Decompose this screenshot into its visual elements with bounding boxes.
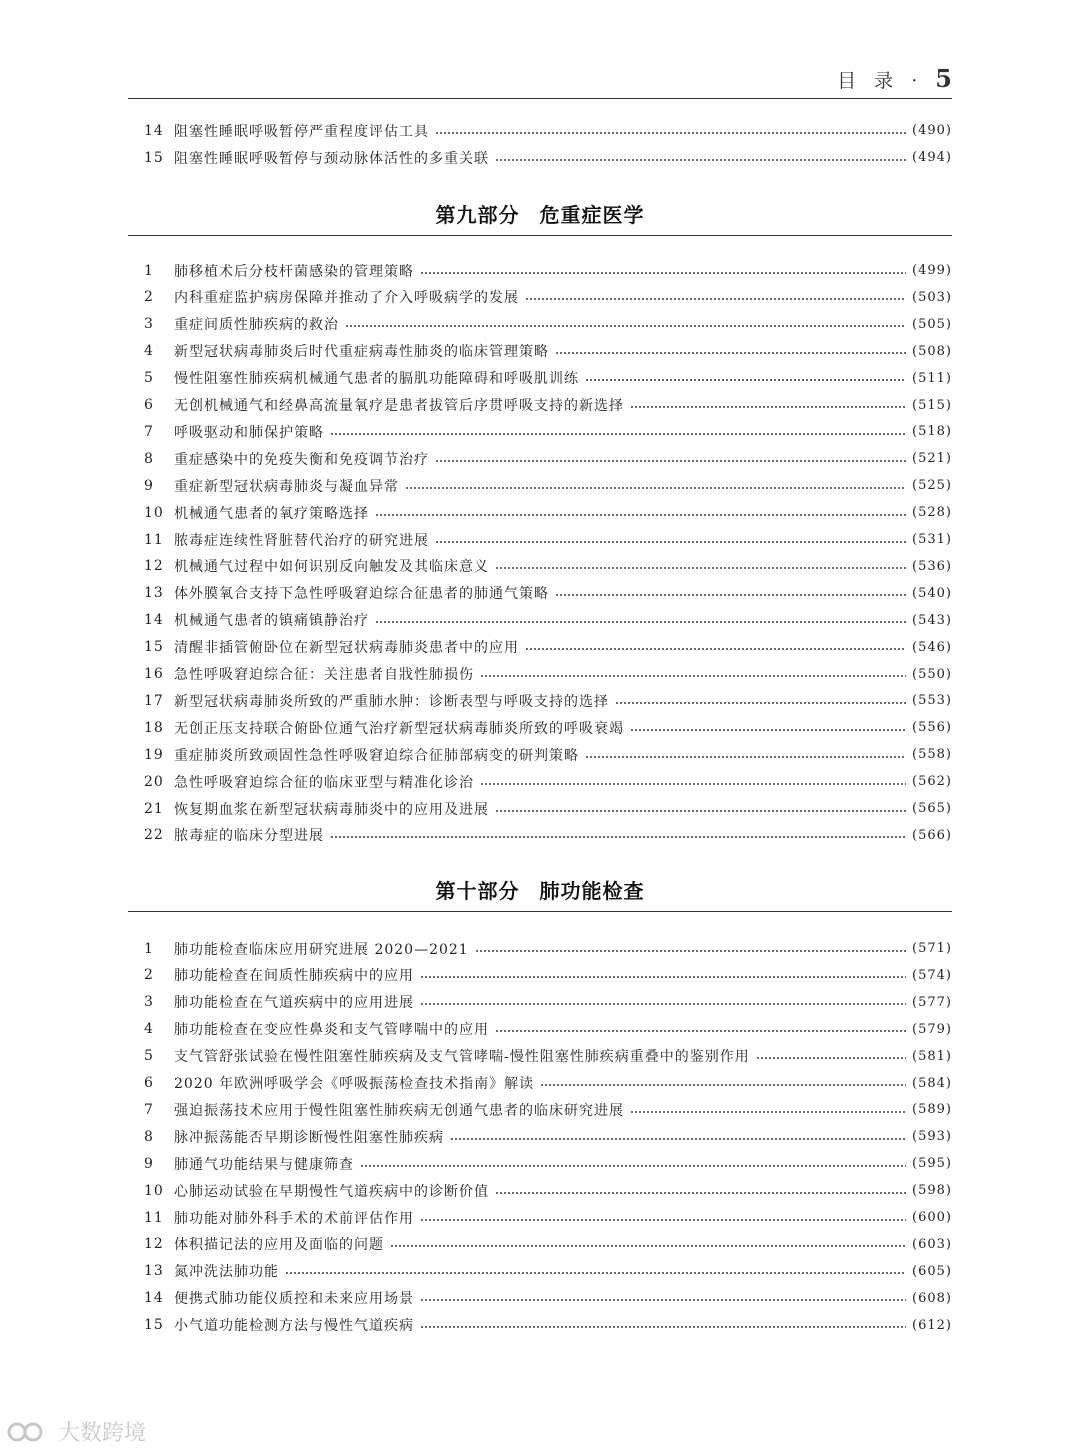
entry-title: 脉冲振荡能否早期诊断慢性阻塞性肺疾病 bbox=[174, 1129, 444, 1146]
toc-entry bbox=[128, 1123, 952, 1150]
watermark bbox=[6, 1416, 146, 1447]
entry-title: 2020 年欧洲呼吸学会《呼吸振荡检查技术指南》解读 bbox=[174, 1076, 535, 1092]
entry-number: 22 bbox=[144, 827, 164, 844]
entry-leader-dots bbox=[495, 567, 906, 569]
header-page-number: 5 bbox=[935, 64, 952, 93]
entry-number: 8 bbox=[144, 450, 154, 467]
entry-page-number: (505) bbox=[912, 316, 952, 332]
entry-page-number: (531) bbox=[912, 532, 952, 547]
entry-title: 阻塞性睡眠呼吸暂停严重程度评估工具 bbox=[174, 123, 429, 140]
entry-leader-dots bbox=[375, 621, 906, 623]
entry-leader-dots bbox=[495, 159, 906, 161]
entry-title: 便携式肺功能仪质控和未来应用场景 bbox=[174, 1291, 414, 1308]
entry-title: 体外膜氧合支持下急性呼吸窘迫综合征患者的肺通气策略 bbox=[174, 586, 549, 603]
toc-entry bbox=[128, 962, 952, 989]
toc-entry bbox=[128, 580, 952, 607]
toc-entry bbox=[128, 1016, 952, 1043]
entry-leader-dots bbox=[525, 298, 906, 300]
entry-leader-dots bbox=[390, 1245, 906, 1247]
entry-title: 氮冲洗法肺功能 bbox=[174, 1264, 279, 1281]
entry-number: 13 bbox=[144, 1263, 164, 1280]
toc-entry bbox=[128, 257, 952, 284]
entry-number: 16 bbox=[144, 666, 164, 682]
entry-number: 14 bbox=[144, 1290, 164, 1307]
toc-entry bbox=[128, 117, 952, 144]
entry-leader-dots bbox=[420, 1326, 906, 1328]
entry-leader-dots bbox=[495, 1192, 906, 1194]
entry-leader-dots bbox=[475, 950, 906, 952]
entry-leader-dots bbox=[435, 132, 906, 134]
entry-page-number: (490) bbox=[912, 123, 952, 138]
entry-leader-dots bbox=[630, 406, 906, 408]
toc-entry bbox=[128, 1285, 952, 1312]
entry-number: 9 bbox=[144, 1155, 154, 1172]
entry-number: 15 bbox=[144, 149, 164, 166]
toc-entry bbox=[128, 714, 952, 741]
toc-entry bbox=[128, 741, 952, 768]
toc-entry bbox=[128, 1096, 952, 1123]
entry-number: 19 bbox=[144, 746, 164, 763]
entry-number: 21 bbox=[144, 800, 164, 817]
part9-name: 危重症医学 bbox=[539, 203, 645, 227]
entry-page-number: (540) bbox=[912, 585, 952, 601]
entry-page-number: (550) bbox=[912, 666, 952, 682]
entry-number: 5 bbox=[144, 1048, 154, 1065]
entry-number: 12 bbox=[144, 1236, 164, 1253]
entry-page-number: (577) bbox=[912, 994, 952, 1010]
entry-title: 肺功能检查临床应用研究进展 2020—2021 bbox=[174, 941, 469, 958]
entry-leader-dots bbox=[420, 976, 906, 978]
entry-title: 支气管舒张试验在慢性阻塞性肺疾病及支气管哮喘-慢性阻塞性肺疾病重叠中的鉴别作用 bbox=[174, 1049, 750, 1066]
entry-page-number: (556) bbox=[912, 720, 952, 736]
entry-leader-dots bbox=[420, 272, 906, 274]
entry-page-number: (612) bbox=[912, 1317, 952, 1333]
entry-title: 机械通气过程中如何识别反向触发及其临床意义 bbox=[174, 559, 489, 576]
entry-leader-dots bbox=[330, 836, 906, 838]
toc-entry bbox=[128, 935, 952, 962]
entry-page-number: (598) bbox=[912, 1183, 952, 1199]
entry-title: 重症新型冠状病毒肺炎与凝血异常 bbox=[174, 478, 399, 495]
entry-title: 机械通气患者的氧疗策略选择 bbox=[174, 505, 369, 522]
entry-page-number: (589) bbox=[912, 1102, 952, 1118]
entry-number: 10 bbox=[144, 504, 164, 521]
watermark-text: 大数跨境 bbox=[58, 1421, 147, 1446]
toc-entry bbox=[128, 472, 952, 499]
entry-page-number: (515) bbox=[912, 397, 952, 413]
entry-page-number: (593) bbox=[912, 1129, 952, 1145]
entry-title: 清醒非插管俯卧位在新型冠状病毒肺炎患者中的应用 bbox=[174, 640, 519, 657]
part10-heading bbox=[128, 875, 952, 912]
entry-page-number: (566) bbox=[912, 827, 952, 843]
entry-title: 肺功能检查在气道疾病中的应用进展 bbox=[174, 995, 414, 1012]
toc-entry bbox=[128, 526, 952, 553]
entry-title: 小气道功能检测方法与慢性气道疾病 bbox=[174, 1318, 414, 1335]
entry-page-number: (600) bbox=[912, 1210, 952, 1225]
entry-page-number: (579) bbox=[912, 1021, 952, 1037]
entry-title: 急性呼吸窘迫综合征的临床亚型与精准化诊治 bbox=[174, 774, 474, 791]
entry-leader-dots bbox=[495, 810, 906, 812]
entry-title: 脓毒症连续性肾脏替代治疗的研究进展 bbox=[174, 532, 429, 549]
entry-number: 15 bbox=[144, 1317, 164, 1334]
entry-page-number: (608) bbox=[912, 1290, 952, 1306]
toc-entry bbox=[128, 1043, 952, 1070]
toc-entry bbox=[128, 338, 952, 365]
toc-entry bbox=[128, 661, 952, 688]
entry-page-number: (584) bbox=[912, 1075, 952, 1091]
toc-entry bbox=[128, 1258, 952, 1285]
entry-title: 内科重症监护病房保障并推动了介入呼吸病学的发展 bbox=[174, 290, 519, 307]
entry-leader-dots bbox=[615, 702, 906, 704]
entry-leader-dots bbox=[630, 1111, 906, 1113]
toc-entry bbox=[128, 1204, 952, 1231]
toc-entry bbox=[128, 607, 952, 634]
entry-title: 强迫振荡技术应用于慢性阻塞性肺疾病无创通气患者的临床研究进展 bbox=[174, 1102, 624, 1119]
header-dot: · bbox=[911, 70, 924, 92]
toc-entry bbox=[128, 392, 952, 419]
entry-page-number: (562) bbox=[912, 774, 952, 790]
entry-number: 2 bbox=[144, 967, 154, 984]
entry-leader-dots bbox=[345, 325, 906, 327]
entry-page-number: (528) bbox=[912, 505, 952, 521]
entry-page-number: (574) bbox=[912, 967, 952, 983]
entry-number: 3 bbox=[144, 316, 154, 333]
entry-number: 11 bbox=[144, 531, 164, 548]
toc-entry bbox=[128, 687, 952, 714]
entry-title: 重症感染中的免疫失衡和免疫调节治疗 bbox=[174, 451, 429, 468]
entry-number: 1 bbox=[144, 940, 154, 957]
entry-page-number: (536) bbox=[912, 558, 952, 574]
entry-leader-dots bbox=[585, 379, 906, 381]
entry-number: 14 bbox=[144, 612, 164, 629]
entry-title: 肺功能对肺外科手术的术前评估作用 bbox=[174, 1210, 414, 1227]
entry-title: 恢复期血浆在新型冠状病毒肺炎中的应用及进展 bbox=[174, 801, 489, 818]
entry-title: 无创机械通气和经鼻高流量氧疗是患者拔管后序贯呼吸支持的新选择 bbox=[174, 398, 624, 414]
entry-leader-dots bbox=[525, 648, 906, 650]
entry-title: 阻塞性睡眠呼吸暂停与颈动脉体活性的多重关联 bbox=[174, 150, 489, 167]
entry-title: 慢性阻塞性肺疾病机械通气患者的膈肌功能障碍和呼吸肌训练 bbox=[174, 371, 579, 388]
entry-title: 机械通气患者的镇痛镇静治疗 bbox=[174, 613, 369, 630]
toc-entry bbox=[128, 144, 952, 171]
toc-entry bbox=[128, 822, 952, 849]
page-header bbox=[128, 60, 952, 99]
toc-entry bbox=[128, 1177, 952, 1204]
entry-leader-dots bbox=[585, 756, 906, 758]
entry-leader-dots bbox=[330, 433, 906, 435]
entry-page-number: (518) bbox=[912, 424, 952, 440]
entry-page-number: (494) bbox=[912, 150, 952, 165]
toc-entry bbox=[128, 768, 952, 795]
toc-entry bbox=[128, 1231, 952, 1258]
entry-title: 肺功能检查在间质性肺疾病中的应用 bbox=[174, 968, 414, 985]
entry-leader-dots bbox=[420, 1003, 906, 1005]
entry-title: 新型冠状病毒肺炎所致的严重肺水肿：诊断表型与呼吸支持的选择 bbox=[174, 693, 609, 710]
entry-title: 脓毒症的临床分型进展 bbox=[174, 828, 324, 845]
entry-title: 呼吸驱动和肺保护策略 bbox=[174, 424, 324, 441]
header-label: 目 录 bbox=[837, 70, 900, 92]
toc-entry bbox=[128, 989, 952, 1016]
entry-number: 8 bbox=[144, 1128, 154, 1145]
entry-title: 新型冠状病毒肺炎后时代重症病毒性肺炎的临床管理策略 bbox=[174, 344, 549, 361]
entry-leader-dots bbox=[555, 594, 906, 596]
entry-page-number: (503) bbox=[912, 289, 952, 305]
entry-leader-dots bbox=[495, 1030, 906, 1032]
toc-entry bbox=[128, 445, 952, 472]
part9-heading bbox=[128, 199, 952, 236]
entry-leader-dots bbox=[756, 1057, 906, 1059]
entry-number: 17 bbox=[144, 692, 164, 709]
entry-title: 无创正压支持联合俯卧位通气治疗新型冠状病毒肺炎所致的呼吸衰竭 bbox=[174, 720, 624, 737]
entry-page-number: (553) bbox=[912, 693, 952, 709]
entry-page-number: (605) bbox=[912, 1263, 952, 1279]
entry-number: 3 bbox=[144, 994, 154, 1011]
toc-entry bbox=[128, 1312, 952, 1339]
entry-title: 重症间质性肺疾病的救治 bbox=[174, 317, 339, 334]
entry-page-number: (558) bbox=[912, 747, 952, 763]
entry-number: 6 bbox=[144, 397, 154, 413]
entry-title: 肺移植术后分枝杆菌感染的管理策略 bbox=[174, 263, 414, 280]
entry-number: 15 bbox=[144, 639, 164, 656]
entry-number: 5 bbox=[144, 370, 154, 387]
entry-number: 4 bbox=[144, 1021, 154, 1038]
entry-number: 12 bbox=[144, 558, 164, 575]
entry-number: 6 bbox=[144, 1075, 154, 1091]
entry-number: 13 bbox=[144, 585, 164, 602]
entry-number: 4 bbox=[144, 343, 154, 360]
entry-title: 重症肺炎所致顽固性急性呼吸窘迫综合征肺部病变的研判策略 bbox=[174, 747, 579, 764]
entry-leader-dots bbox=[375, 514, 906, 516]
entry-page-number: (499) bbox=[912, 263, 952, 278]
entry-page-number: (581) bbox=[912, 1048, 952, 1064]
entry-title: 心肺运动试验在早期慢性气道疾病中的诊断价值 bbox=[174, 1183, 489, 1200]
entry-title: 肺通气功能结果与健康筛查 bbox=[174, 1156, 354, 1173]
entry-leader-dots bbox=[540, 1084, 906, 1086]
toc-entry bbox=[128, 1070, 952, 1097]
toc-entry bbox=[128, 634, 952, 661]
entry-leader-dots bbox=[435, 541, 906, 543]
entry-leader-dots bbox=[420, 1219, 906, 1221]
entry-number: 7 bbox=[144, 423, 154, 440]
entry-title: 急性呼吸窘迫综合征：关注患者自戕性肺损伤 bbox=[174, 667, 474, 683]
entry-page-number: (571) bbox=[912, 941, 952, 956]
entry-leader-dots bbox=[435, 460, 906, 462]
toc-entry bbox=[128, 553, 952, 580]
entry-number: 7 bbox=[144, 1101, 154, 1118]
toc-entry bbox=[128, 284, 952, 311]
entry-leader-dots bbox=[480, 675, 906, 677]
entry-page-number: (603) bbox=[912, 1236, 952, 1252]
toc-entry bbox=[128, 418, 952, 445]
entry-page-number: (511) bbox=[912, 370, 952, 386]
toc-entry bbox=[128, 795, 952, 822]
entry-number: 10 bbox=[144, 1182, 164, 1199]
entry-leader-dots bbox=[405, 487, 906, 489]
toc-entry bbox=[128, 311, 952, 338]
entry-number: 14 bbox=[144, 122, 164, 139]
entry-page-number: (521) bbox=[912, 451, 952, 467]
entry-leader-dots bbox=[480, 783, 906, 785]
entry-page-number: (543) bbox=[912, 612, 952, 628]
entry-page-number: (508) bbox=[912, 343, 952, 359]
entry-page-number: (546) bbox=[912, 639, 952, 655]
header-text bbox=[837, 64, 952, 93]
entry-title: 肺功能检查在变应性鼻炎和支气管哮喘中的应用 bbox=[174, 1022, 489, 1039]
entry-leader-dots bbox=[360, 1165, 906, 1167]
entry-leader-dots bbox=[450, 1138, 906, 1140]
part10-name: 肺功能检查 bbox=[539, 879, 645, 903]
entry-number: 2 bbox=[144, 289, 154, 306]
toc-entry bbox=[128, 1150, 952, 1177]
toc-entry bbox=[128, 365, 952, 392]
entry-number: 20 bbox=[144, 773, 164, 790]
entry-number: 9 bbox=[144, 477, 154, 494]
entry-leader-dots bbox=[630, 729, 906, 731]
entry-page-number: (595) bbox=[912, 1156, 952, 1172]
entry-title: 体积描记法的应用及面临的问题 bbox=[174, 1237, 384, 1254]
entry-page-number: (565) bbox=[912, 801, 952, 816]
entry-number: 18 bbox=[144, 719, 164, 736]
watermark-logo-icon bbox=[6, 1421, 52, 1443]
entry-number: 11 bbox=[144, 1209, 164, 1226]
part10-label: 第十部分 bbox=[435, 879, 520, 903]
toc-entry bbox=[128, 499, 952, 526]
entry-leader-dots bbox=[285, 1272, 906, 1274]
entry-number: 1 bbox=[144, 262, 154, 279]
entry-page-number: (525) bbox=[912, 478, 952, 494]
entry-leader-dots bbox=[420, 1299, 906, 1301]
entry-leader-dots bbox=[555, 352, 906, 354]
part9-label: 第九部分 bbox=[435, 203, 520, 227]
